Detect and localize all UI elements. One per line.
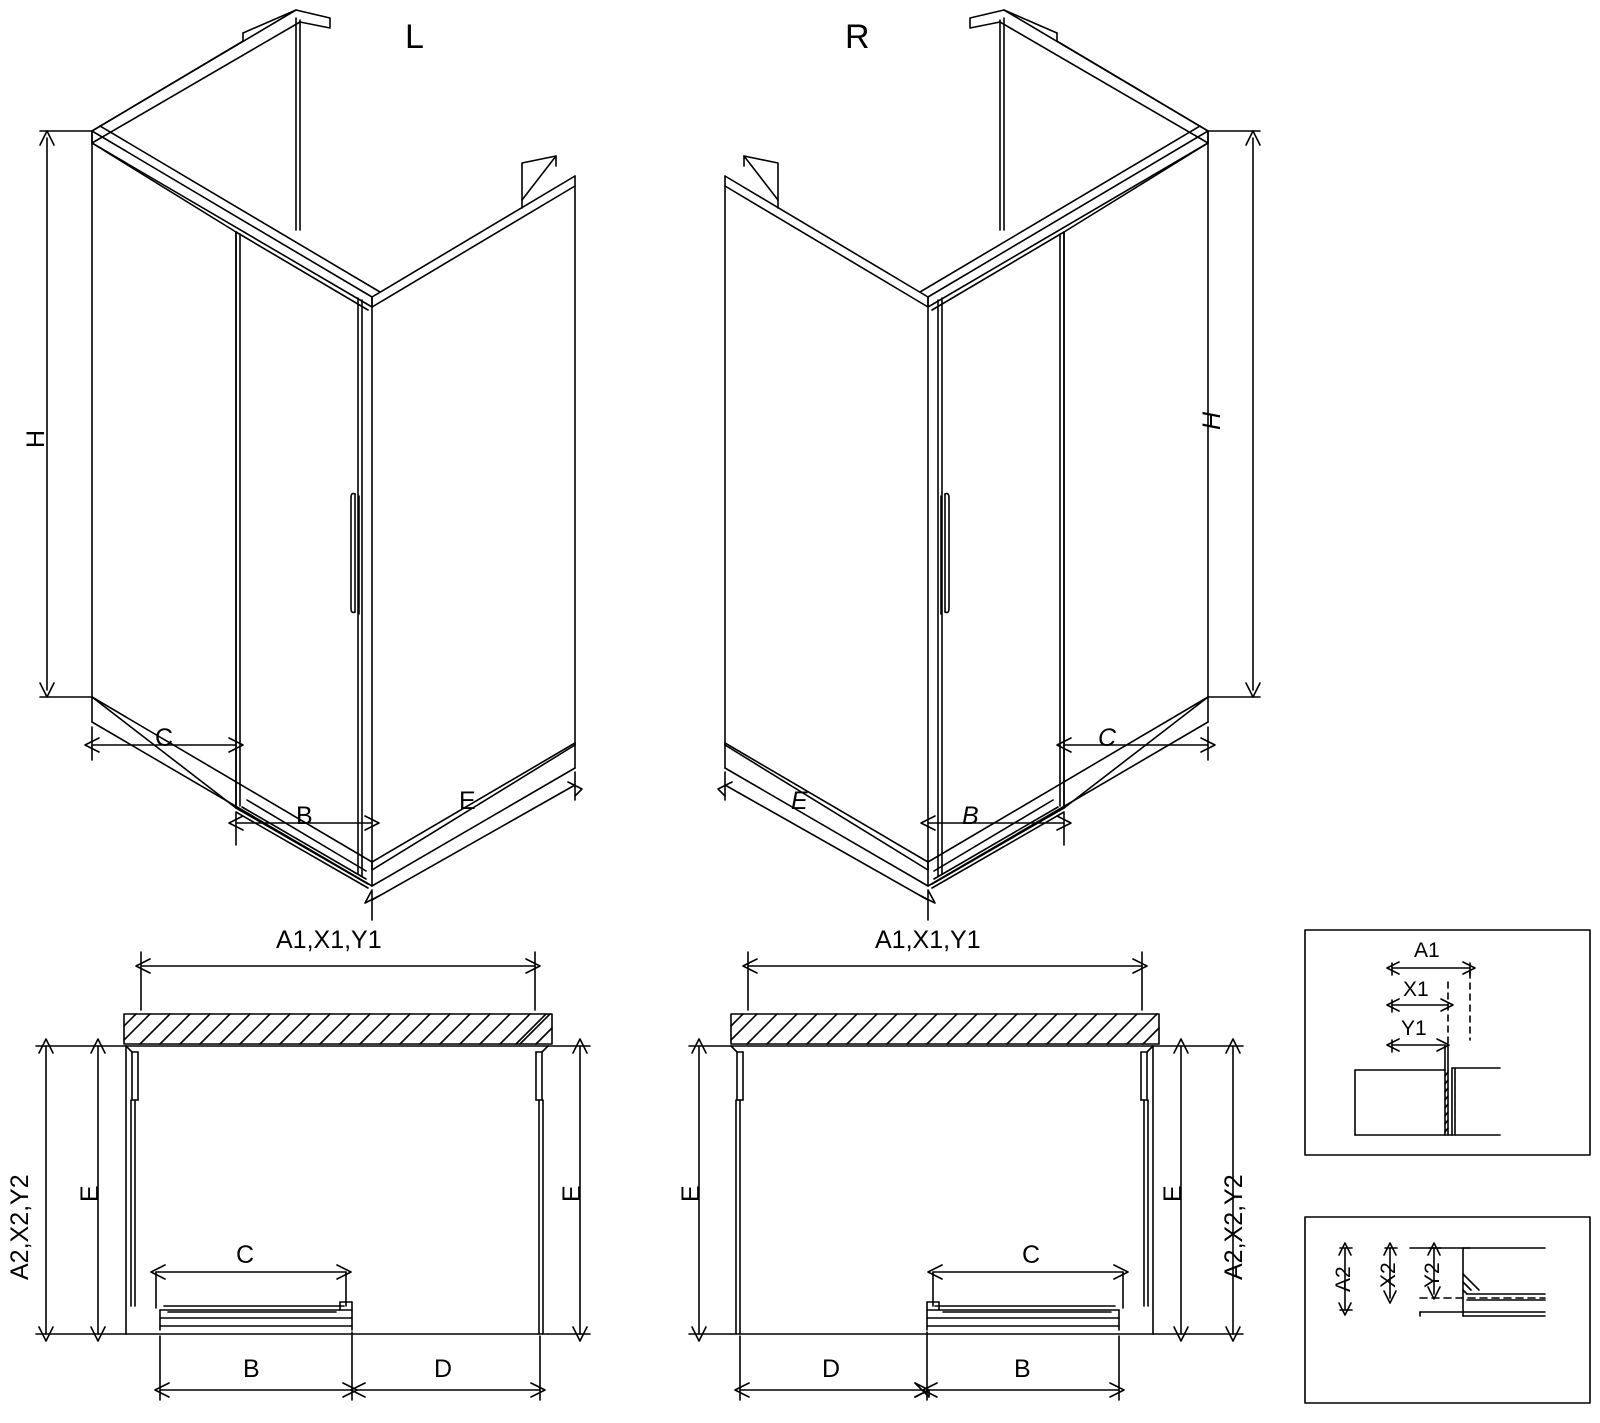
label-plan-right-a2x2y2: A2,X2,Y2 [1220, 1174, 1248, 1280]
label-variant-left: L [405, 18, 424, 56]
label-iso-right-e: E [791, 787, 808, 815]
label-detail-x1: X1 [1403, 978, 1429, 1001]
label-detail-a2: A2 [1332, 1266, 1355, 1292]
detail-view-bottom [1305, 1217, 1590, 1403]
label-plan-left-top-dim: A1,X1,Y1 [276, 926, 382, 954]
label-plan-right-top-dim: A1,X1,Y1 [875, 926, 981, 954]
label-detail-y2: Y2 [1421, 1262, 1444, 1288]
label-iso-right-height-h: H [1198, 411, 1226, 430]
label-iso-left-e: E [459, 787, 476, 815]
detail-view-top [1305, 930, 1590, 1155]
plan-view-left [36, 952, 590, 1400]
label-plan-right-e-outer: E [677, 1185, 705, 1202]
label-plan-right-d: D [822, 1355, 841, 1383]
plan-view-right [689, 952, 1243, 1400]
label-plan-right-c: C [1022, 1241, 1041, 1269]
label-detail-x2: X2 [1377, 1262, 1400, 1288]
label-plan-left-b: B [243, 1355, 260, 1383]
label-plan-left-a2x2y2: A2,X2,Y2 [6, 1174, 34, 1280]
label-detail-y1: Y1 [1401, 1017, 1427, 1040]
iso-view-left [40, 10, 582, 920]
label-plan-right-e-inner: E [1159, 1185, 1187, 1202]
label-iso-left-height-h: H [22, 429, 50, 448]
label-iso-left-c: C [155, 724, 174, 752]
label-plan-right-b: B [1014, 1355, 1031, 1383]
label-variant-right: R [845, 18, 870, 56]
label-iso-right-c: C [1098, 724, 1117, 752]
label-plan-left-e-outer: E [558, 1185, 586, 1202]
label-plan-left-d: D [434, 1355, 453, 1383]
label-detail-a1: A1 [1414, 939, 1440, 962]
label-iso-right-b: B [962, 802, 979, 830]
label-iso-left-b: B [296, 802, 313, 830]
label-plan-left-c: C [236, 1241, 255, 1269]
iso-view-right [718, 10, 1260, 920]
label-plan-left-e-inner: E [76, 1185, 104, 1202]
